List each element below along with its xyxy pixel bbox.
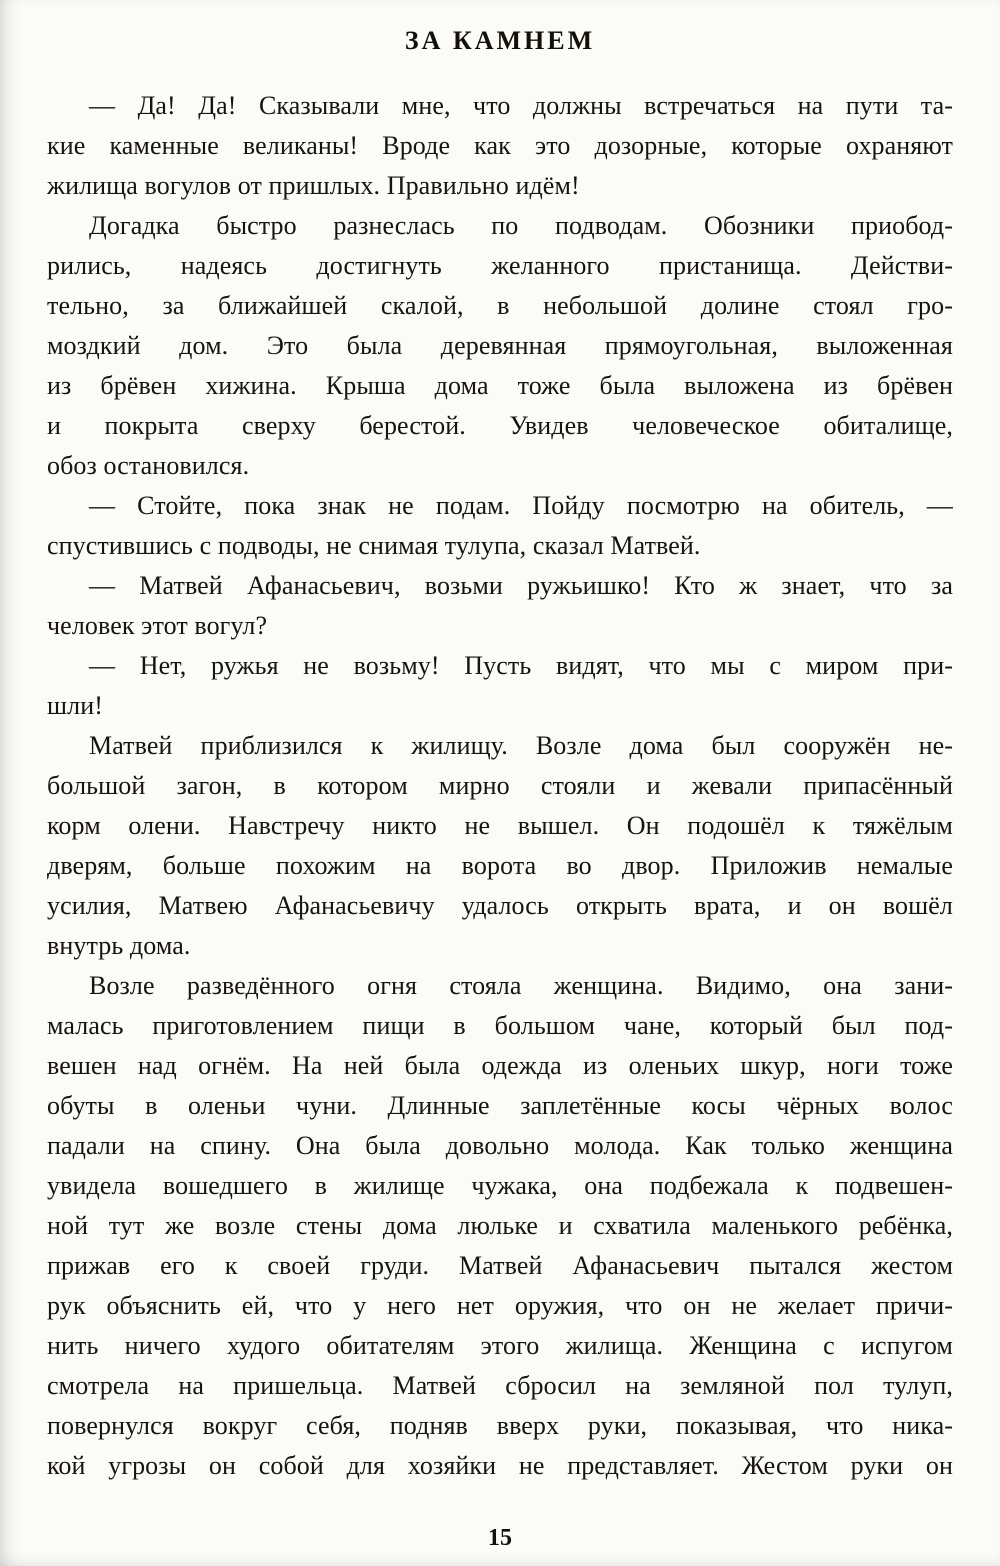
paragraph: [47, 726, 953, 966]
paragraph: [47, 966, 953, 1486]
text-line: падали на спину. Она была довольно молода. Как только женщина: [47, 1131, 953, 1160]
text-line: кие каменные великаны! Вроде как это дозорные, которые охраняют: [47, 131, 953, 160]
text-line: моздкий дом. Это была деревянная прямоугольная, выложенная: [47, 331, 953, 360]
text-line: Возле разведённого огня стояла женщина. Видимо, она зани-: [89, 971, 953, 1000]
text-line: ной тут же возле стены дома люльке и схватила маленького ребёнка,: [47, 1211, 953, 1240]
text-line: корм олени. Навстречу никто не вышел. Он подошёл к тяжёлым: [47, 811, 953, 840]
paragraph: [47, 86, 953, 206]
text-line: и покрыта сверху берестой. Увидев человеческое обиталище,: [47, 411, 953, 440]
text-line: — Матвей Афанасьевич, возьми ружьишко! Кто ж знает, что за: [89, 571, 953, 600]
text-line: из брёвен хижина. Крыша дома тоже была выложена из брёвен: [47, 371, 953, 400]
text-line: жилища вогулов от пришлых. Правильно идём!: [47, 171, 580, 200]
text-line: — Стойте, пока знак не подам. Пойду посмотрю на обитель, —: [89, 491, 953, 520]
text-line: кой угрозы он собой для хозяйки не представляет. Жестом руки он: [47, 1451, 953, 1480]
text-line: тельно, за ближайшей скалой, в небольшой долине стоял гро-: [47, 291, 953, 320]
text-line: усилия, Матвею Афанасьевичу удалось открыть врата, и он вошёл: [47, 891, 953, 920]
text-line: обоз остановился.: [47, 451, 250, 480]
page-number: 15: [488, 1525, 512, 1551]
text-line: нить ничего худого обитателям этого жилища. Женщина с испугом: [47, 1331, 953, 1360]
text-line: человек этот вогул?: [47, 611, 268, 640]
paragraph: [47, 646, 953, 726]
text-line: — Нет, ружья не возьму! Пусть видят, что мы с миром при-: [89, 651, 953, 680]
paragraph: [47, 566, 953, 646]
text-line: большой загон, в котором мирно стояли и жевали припасённый: [47, 771, 953, 800]
text-line: вешен над огнём. На ней была одежда из оленьих шкур, ноги тоже: [47, 1051, 953, 1080]
text-line: повернулся вокруг себя, подняв вверх руки, показывая, что ника-: [47, 1411, 953, 1440]
text-line: — Да! Да! Сказывали мне, что должны встречаться на пути та-: [89, 91, 953, 120]
text-line: шли!: [47, 691, 103, 720]
text-line: рук объяснить ей, что у него нет оружия, что он не желает причи-: [47, 1291, 953, 1320]
text-body: [47, 86, 953, 1486]
page-header: ЗА КАМНЕМ: [404, 26, 596, 55]
text-line: рились, надеясь достигнуть желанного пристанища. Действи-: [47, 251, 953, 280]
text-line: прижав его к своей груди. Матвей Афанасьевич пытался жестом: [47, 1251, 953, 1280]
text-line: спустившись с подводы, не снимая тулупа, сказал Матвей.: [47, 531, 701, 560]
text-line: обуты в оленьи чуни. Длинные заплетённые косы чёрных волос: [47, 1091, 953, 1120]
text-line: смотрела на пришельца. Матвей сбросил на земляной пол тулуп,: [47, 1371, 953, 1400]
text-line: малась приготовлением пищи в большом чане, который был под-: [47, 1011, 953, 1040]
paragraph: [47, 206, 953, 486]
paragraph: [47, 486, 953, 566]
text-line: внутрь дома.: [47, 931, 191, 960]
text-line: увидела вошедшего в жилище чужака, она подбежала к подвешен-: [47, 1171, 953, 1200]
text-line: Матвей приблизился к жилищу. Возле дома был сооружён не-: [89, 731, 953, 760]
text-line: Догадка быстро разнеслась по подводам. Обозники приобод-: [89, 211, 953, 240]
text-line: дверям, больше похожим на ворота во двор. Приложив немалые: [47, 851, 953, 880]
